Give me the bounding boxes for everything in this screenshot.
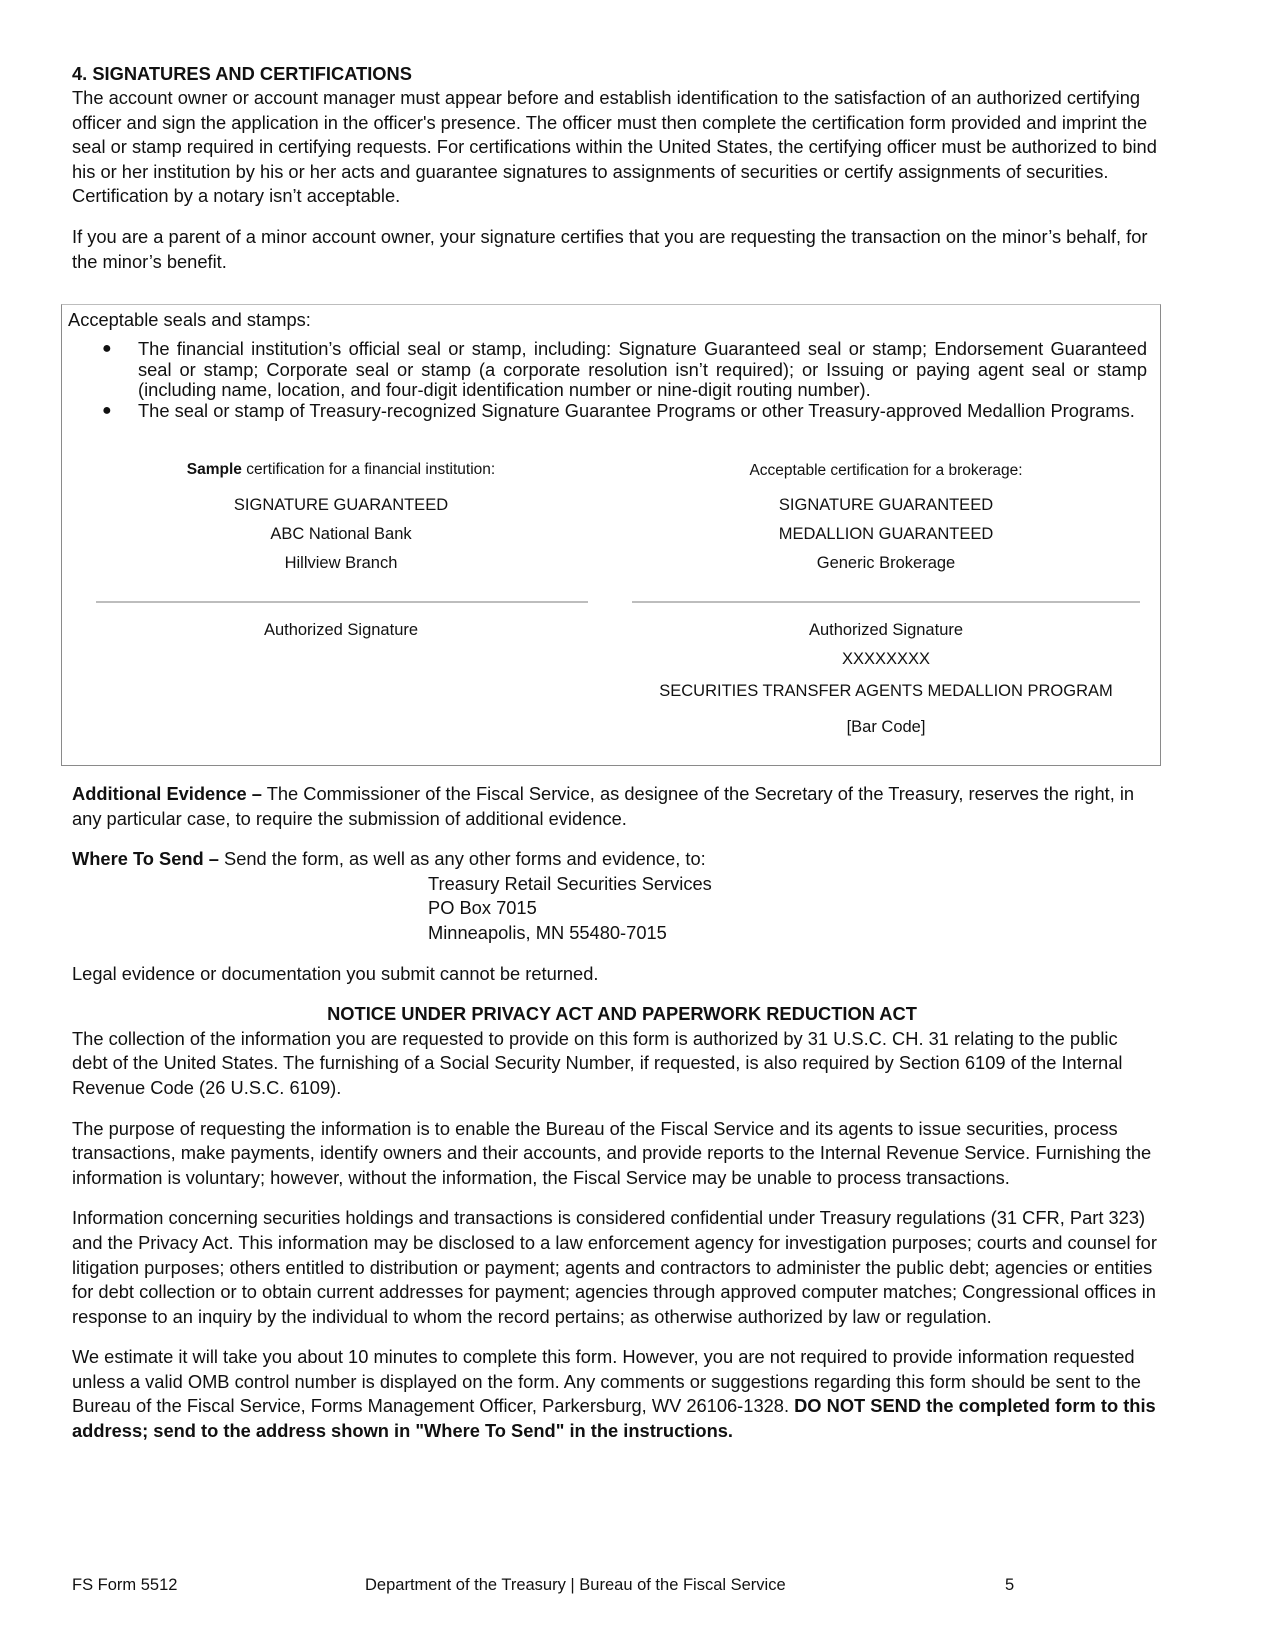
sample-caption: Sample certification for a financial institution: [186,461,496,478]
financial-institution-sample [96,305,586,765]
signature-line [96,601,588,603]
privacy-paragraph: Information concerning securities holdings and transactions is considered confidential under Treasury regulations (31 CFR, Part 323) and the Privacy Act. This information may be disclosed to a law enforcement agency for investigation purposes; courts and counsel for litigation purposes; others entitled to distribution or payment; agents and contractors to administer the public debt; agencies or entities for debt collection or to obtain current addresses for payment; agencies through approved computer matches; Congressional offices in response to an inquiry by the individual to whom the record pertains; as otherwise authorized by law or regulation. [72,1207,1157,1327]
footer-page-number: 5 [1005,1576,1015,1594]
signature-line [632,601,1140,603]
privacy-paragraph: The purpose of requesting the information is to enable the Bureau of the Fiscal Service and its agents to issue securities, process transactions, make payments, identify owners and their accounts, and provide reports to the Internal Revenue Service. Furnishing the information is voluntary; however, without the information, the Fiscal Service may be unable to process transactions. [72,1117,1152,1188]
brokerage-line-2: MEDALLION GUARANTEED [778,525,994,543]
section-heading: 4. SIGNATURES AND CERTIFICATIONS [72,63,412,84]
privacy-paragraph: The collection of the information you are requested to provide on this form is authorized by 31 U.S.C. CH. 31 relating to the public debt of the United States. The furnishing of a Social Security Number, if requested, is also required by Section 6109 of the Internal Revenue Code (26 U.S.C. 6109). [72,1027,1123,1098]
brokerage-caption: Acceptable certification for a brokerage: [749,462,1023,479]
footer-form-id: FS Form 5512 [72,1576,178,1594]
barcode-placeholder: [Bar Code] [846,718,926,736]
sample-line-1: SIGNATURE GUARANTEED [233,496,449,514]
footer-department: Department of the Treasury | Bureau of the Fiscal Service [365,1576,786,1594]
document-page [72,62,1172,274]
mailing-address-line: PO Box 7015 [428,897,537,919]
list-item: ● The financial institution’s official seal or stamp, including: Signature Guaranteed seal or stamp; Endorsement Guaranteed seal or stamp; Corporate seal or stamp (a corporate resolution isn’t required); or Issuing or paying agent seal or stamp (including name, location, and four-digit identification number or nine-digit routing number). [102,338,1147,400]
authorized-signature-label: Authorized Signature [808,621,964,639]
medallion-program: SECURITIES TRANSFER AGENTS MEDALLION PROGRAM [659,682,1113,700]
brokerage-sample [632,305,1140,765]
where-to-send-paragraph: Where To Send – Send the form, as well as any other forms and evidence, to: [72,848,706,870]
seals-box-title: Acceptable seals and stamps: [68,309,311,330]
brokerage-line-1: SIGNATURE GUARANTEED [778,496,994,514]
minor-paragraph: If you are a parent of a minor account owner, your signature certifies that you are requesting the transaction on the minor’s behalf, for the minor’s benefit. [72,225,1148,272]
legal-evidence-note: Legal evidence or documentation you submit cannot be returned. [72,962,599,984]
mailing-address-line: Minneapolis, MN 55480-7015 [428,921,667,943]
bullet-icon: ● [102,401,112,419]
medallion-code: XXXXXXXX [841,650,931,668]
authorized-signature-label: Authorized Signature [263,621,419,639]
additional-evidence-paragraph: Additional Evidence – The Commissioner of the Fiscal Service, as designee of the Secretary of the Treasury, reserves the right, in any particular case, to require the submission of additional evidence. [72,783,1135,829]
sample-line-3: Hillview Branch [284,554,398,572]
seals-and-stamps-box [61,304,1161,766]
instructions-continued [72,782,1172,1444]
sample-line-2: ABC National Bank [270,525,412,543]
mailing-address-line: Treasury Retail Securities Services [428,872,712,894]
paperwork-paragraph: We estimate it will take you about 10 minutes to complete this form. However, you are not required to provide information requested unless a valid OMB control number is displayed on the form. Any comments or suggestions regarding this form should be sent to the Bureau of the Fiscal Service, Forms Management Officer, Parkersburg, WV 26106-1328. DO NOT SEND the completed form to this address; send to the address shown in "Where To Send" in the instructions. [72,1346,1156,1442]
brokerage-line-3: Generic Brokerage [816,554,956,572]
list-item: ● The seal or stamp of Treasury-recognized Signature Guarantee Programs or other Treasury-approved Medallion Programs. [102,399,1135,421]
privacy-notice-heading: NOTICE UNDER PRIVACY ACT AND PAPERWORK REDUCTION ACT [327,1003,917,1025]
bullet-icon: ● [102,340,112,357]
signatures-paragraph: The account owner or account manager must appear before and establish identification to the satisfaction of an authorized certifying officer and sign the application in the officer's presence. The officer must then complete the certification form provided and imprint the seal or stamp required in certifying requests. For certifications within the United States, the certifying officer must be authorized to bind his or her institution by his or her acts and guarantee signatures to assignments of securities or certify assignments of securities. Certification by a notary isn’t acceptable. [72,87,1157,207]
